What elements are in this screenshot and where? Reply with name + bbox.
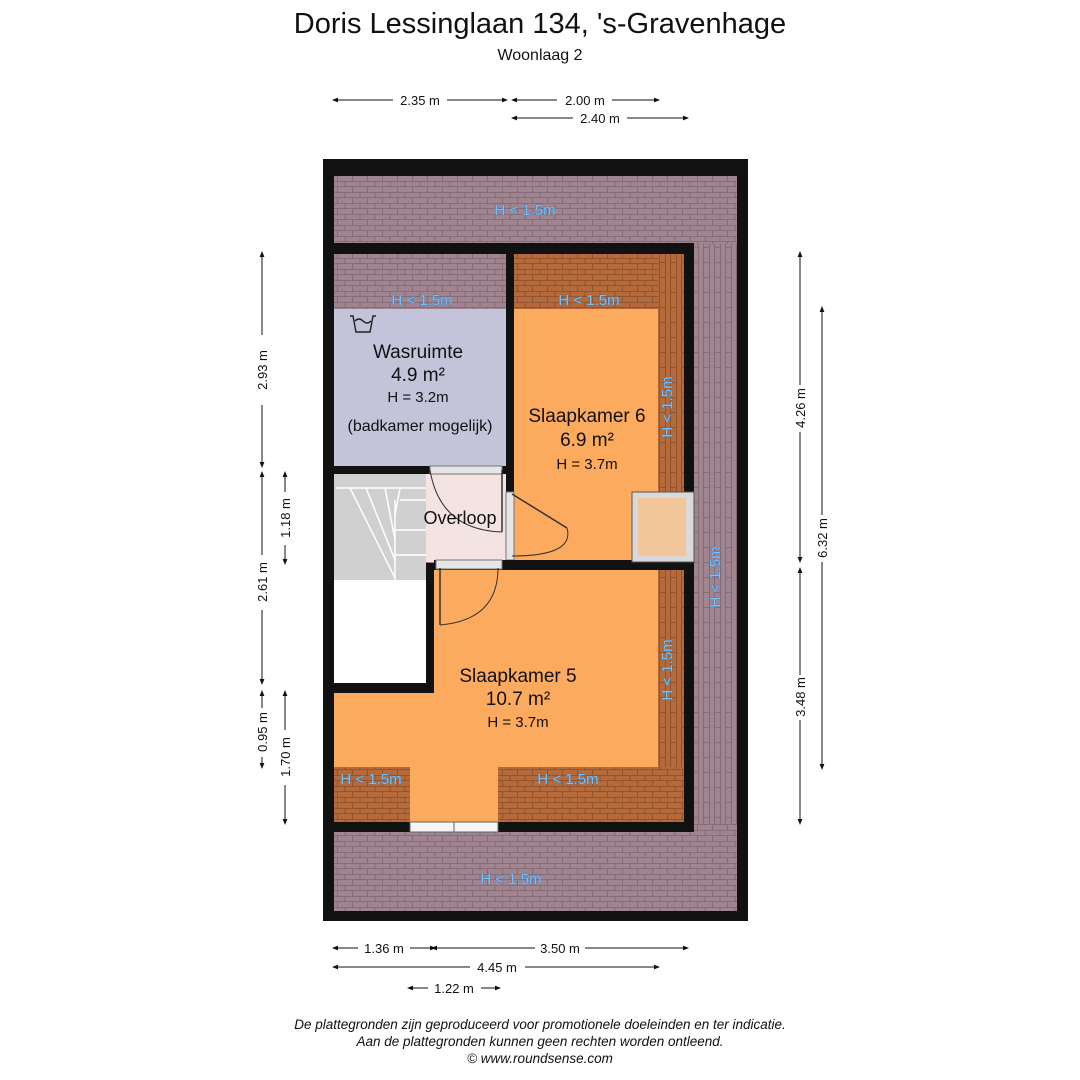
height-label-slaapkamer5-bottom: H < 1.5m xyxy=(537,771,599,788)
page-title: Doris Lessinglaan 134, 's-Gravenhage xyxy=(293,8,787,40)
dim-left-2: 1.18 m xyxy=(278,498,293,538)
page-subtitle: Woonlaag 2 xyxy=(497,47,583,64)
dim-left-4: 0.95 m xyxy=(255,712,270,752)
wasruimte-height: H = 3.2m xyxy=(387,389,449,406)
dim-left-1: 2.93 m xyxy=(255,350,270,390)
height-label-slaapkamer5-side: H < 1.5m xyxy=(659,639,676,701)
dim-bottom-4: 1.22 m xyxy=(434,981,474,996)
dim-left-5: 1.70 m xyxy=(278,737,293,777)
slaapkamer6-height: H = 3.7m xyxy=(556,456,618,473)
slaapkamer5-area: 10.7 m² xyxy=(485,689,551,710)
height-label-roof-top: H < 1.5m xyxy=(494,202,556,219)
height-label-wasruimte: H < 1.5m xyxy=(391,292,453,309)
copyright-link[interactable]: © www.roundsense.com xyxy=(467,1051,613,1066)
slaapkamer5-name: Slaapkamer 5 xyxy=(459,666,577,687)
slaapkamer6-area: 6.9 m² xyxy=(560,430,614,451)
door-frame-slaapkamer6 xyxy=(506,492,514,560)
stairs xyxy=(334,474,426,580)
dim-top-3: 2.40 m xyxy=(580,111,620,126)
dim-top-1: 2.35 m xyxy=(400,93,440,108)
door-frame-wasruimte xyxy=(430,466,502,474)
dim-right-2: 6.32 m xyxy=(815,518,830,558)
dim-bottom-2: 3.50 m xyxy=(540,941,580,956)
wall-stairs-right xyxy=(426,563,434,683)
dim-right-1: 4.26 m xyxy=(793,388,808,428)
wasruimte-note: (badkamer mogelijk) xyxy=(347,418,493,435)
height-label-slaapkamer6-side: H < 1.5m xyxy=(659,376,676,438)
disclaimer xyxy=(0,1016,1080,1067)
inner-wall-top xyxy=(334,243,694,254)
dim-right-3: 3.48 m xyxy=(793,677,808,717)
height-label-roof-bottom: H < 1.5m xyxy=(480,871,542,888)
dim-bottom-3: 4.45 m xyxy=(477,960,517,975)
overloop-name: Overloop xyxy=(423,508,497,528)
height-label-roof-right: H < 1.5m xyxy=(707,546,724,608)
disclaimer-line-1: De plattegronden zijn geproduceerd voor promotionele doeleinden en ter indicatie. xyxy=(294,1017,786,1032)
inner-wall-bottom xyxy=(334,822,694,832)
dim-left-3: 2.61 m xyxy=(255,562,270,602)
slaapkamer5-height: H = 3.7m xyxy=(487,714,549,731)
skylight-glass xyxy=(638,498,686,556)
wasruimte-name: Wasruimte xyxy=(372,342,464,363)
stair-void xyxy=(334,580,426,683)
wall-stairs-bottom xyxy=(334,683,434,693)
dim-top-2: 2.00 m xyxy=(565,93,605,108)
roof-area-right xyxy=(688,244,737,824)
height-label-slaapkamer6-top: H < 1.5m xyxy=(558,292,620,309)
height-label-slaapkamer5-left: H < 1.5m xyxy=(340,771,402,788)
wasruimte-area: 4.9 m² xyxy=(391,365,445,386)
dim-bottom-1: 1.36 m xyxy=(364,941,404,956)
slaapkamer6-name: Slaapkamer 6 xyxy=(528,406,646,427)
disclaimer-line-2: Aan de plattegronden kunnen geen rechten worden ontleend. xyxy=(356,1034,724,1049)
door-frame-slaapkamer5 xyxy=(436,560,502,569)
